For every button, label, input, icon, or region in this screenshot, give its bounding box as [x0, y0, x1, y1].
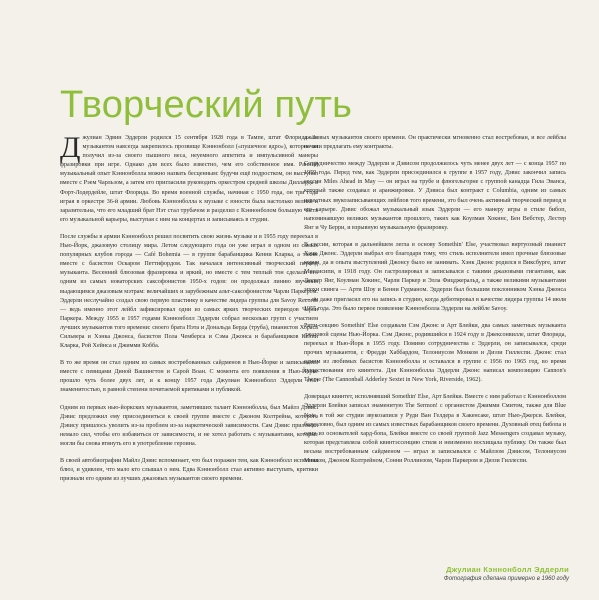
paragraph: В то же время он стал одним из самых востребованных сайдменов в Нью-Йорке и записывался вместе с певицами Диной Вашингтон и Сарой Воан. С момента его появления в Нью-Йорке прошло чуть более двух лет, и к концу 1957 года Джулиан Кэннонболл Эддерли стал знаменитостью, в равной степени почитаемой критиками и публикой.	[60, 360, 318, 394]
photo-caption	[329, 565, 569, 582]
page-title: Творческий путь	[60, 84, 353, 126]
right-column	[304, 134, 566, 474]
drop-cap: Д	[60, 131, 81, 164]
paragraph: В своей автобиографии Майлз Дэвис вспоминает, что был поражен тем, как Кэннонболл исполнял блюз, и удивлен, что мало кто слышал о нем. Едва Кэннонболл стал активно выступать, критики признали его одним из лучших джазовых музыкантов своего времени.	[60, 458, 318, 483]
paragraph: Доверщал квинтет, исполнявший Somethin' Else, Арт Блейки. Вместе с ним работал с Кэннонболлом Эддерли Блейки записал знаменитую The Sermon! с органистом Джимми Смитом, также для Blue Note, в той же студии звукозаписи у Руди Ван Гелдера в Хакенсаке, штат Нью-Джерси. Блейки, безусловно, был одним из самых известных барабанщиков своего времени. Духовный отец бибопа и один из основателей хард-бопа, Блейки вместе со своей группой Jazz Messengers создавал музыку, которая представляла собой квинтэссенцию стиля и неизменно восхищала публику. Он также был весьма востребованным сайдменом — играл и записывался с Майлзом Дэвисом, Телониусом Монком, Джоном Колтрейном, Сонни Роллинзом, Чарли Паркером и Диззи Гиллеспи.	[304, 394, 566, 464]
paragraph: В сессии, которая в дальнейшем легла в основу Somethin' Else, участвовал виртуозный пианист Хэнк Джонс. Эддерли выбрал его благодаря тому, что стиль исполнителя имел прочные блюзовые корни, да и опыта выступлений Джонсу было не занимать. Хэнк Джонс родился в Виксбурге, штат Миссисипи, в 1918 году. Он гастролировал и записывался с такими джазовыми гигантами, как Лестер Янг, Коулман Хокинс, Чарли Паркер и Элла Фицджеральд, а также великими музыкантами эпохи свинга — Арти Шоу и Бенни Гудманом. Эддерли был большим поклонником Хэнка Джонса — он даже пригласил его на запись в студию, когда дебютировал в качестве лидера группы 14 июля 1955 года. Это было первое появление Кэннонболла Эддерли на лейбле Savoy.	[304, 241, 566, 312]
paragraph: джазовых музыкантов своего времени. Он практически мгновенно стал востребован, и все лейблы начали предлагать ему контракты.	[304, 135, 566, 151]
paragraph: Сотрудничество между Эддерли и Дэвисом продолжилось чуть менее двух лет — с конца 1957 по 1959 года. Перед тем, как Эддерли присоединился к группе в 1957 году, Дэвис закончил запись сессии Miles Ahead in May — он играл на трубе и флюгельгорне с группой канадца Гила Эванса, который также создавал и аранжировки. У Дэвиса был контракт с Columbia, одним из самых известных звукозаписывающих лейблов того времени, это был очень активный творческий период в его карьере. Дэвис обожал музыкальный язык Эддерли — его манеру игры в стиле бибоп, напоминавшую великих музыкантов прошлого, таких как Коулман Хокинс, Бен Вебстер, Лестер Янг и Чу Берри, и взрывную музыкальную фразировку.	[304, 161, 566, 231]
paragraph: Ритм-секцию Somethin' Else создавали Сэм Джонс и Арт Блейки, два самых заметных музыканта джазовой сцены Нью-Йорка. Сэм Джонс, родившийся в 1924 году в Джексонвилле, штат Флорида, переехал в Нью-Йорк в 1955 году. Помимо сотрудничества с Эддерли, он записывался, среди прочих музыкантов, с Фредди Хаббардом, Телониусом Монком и Диззи Гиллеспи. Джонс стал одним из любимых басистов Кэннонболла и оставался в группе с 1956 по 1965 год, во время существования его квинтета. Для Кэннонболла Эддерли Джонс написал композицию Cannon's Theme (The Cannonball Adderley Sextet in New York, Riverside, 1962).	[304, 322, 566, 384]
paragraph	[60, 131, 318, 225]
paragraph-text: жулиан Эдвин Эддерли родился 15 сентября 1928 года в Тампе, штат Флорида. За музыкантом навсегда закрепилось прозвище Кэннонболл («пушечное ядро»), которое он получил из-за своего пышного веса, неуемного аппетита и импульсивной манеры фразировки при игре. Однако для всех было известно, чем его собственное имя. Ранний музыкальный опыт Кэннонболла можно назвать бесценным: будучи ещё подростком, он выступал вместе с Рэем Чарльзом, а затем его пригласили руководить оркестром средней школы Дилларда в Форт-Лодердейле, штат Флорида. Во время военной службы, начиная с 1950 года, он три года играя в оркестре 36-й армии. Любовь Кэннонболла к музыке с юности была настолько велика и заразительна, что его младший брат Нэт стал трубачом и разделил с Кэннонболом большую часть его музыкальной карьеры, выступая с ним на концертах и записываясь в студии.	[60, 135, 318, 223]
left-column	[60, 131, 318, 492]
paragraph: После службы в армии Кэннонболл решил посвятить свою жизнь музыке и в 1955 году переехал в Нью-Йорк, джазовую столицу мира. Летом следующего года он уже играл в одном из самых популярных клубов города — Café Bohemia — в группе барабанщика Кенни Кларка, а также вместе с басистом Оскаром Петтифордом. Так началася интенсивный творческий период музыканта. Весенний блюзовая фразировка и яркий, но вместе с тем теплый тон сделали его одним из самых новаторских саксофонистов 1950-х годов: он продолжал линию звучания выдающимся джазовым мэтрам: величайших и зарубежным альт-саксофонистом Чарли Паркером. Эддерли неслучайно создал свою первую пластинку в качестве лидера группы для Savoy Records — ведь именно этот лейбл зафиксировал одни из самых ярких творческих периодов Чарли Паркера. Между 1955 и 1957 годами Кэннонболл Эддерли собрал несколько групп с участием лучших музыкантов того времени: своего брата Нэта и Дональда Берда (труба), пианистов Хораса Сильвера и Хэнка Джонса, басистов Пола Чемберса и Сэма Джонса и барабанщиков Кенни Кларка, Рой Хейнса и Джимми Кобба.	[60, 233, 318, 350]
paragraph: Одним из первых нью-йоркских музыкантов, заметивших талант Кэннонболла, был Майлз Дэвис. Дэвис предложил ему присоединиться к своей группе вместе с Джоном Колтрейна, которого Дэвису пришлось уволить из-за проблем из-за наркотической зависимости. Сам Дэвис приложил немало сил, чтобы его избавиться от зависимости, и не хотел работать с музыкантами, которые могли бы снова втянуть его в употребление героина.	[60, 404, 318, 447]
caption-name: Джулиан Кэннонболл Эддерли	[446, 565, 569, 574]
caption-note: Фотография сделана примерно в 1960 году	[443, 576, 569, 582]
